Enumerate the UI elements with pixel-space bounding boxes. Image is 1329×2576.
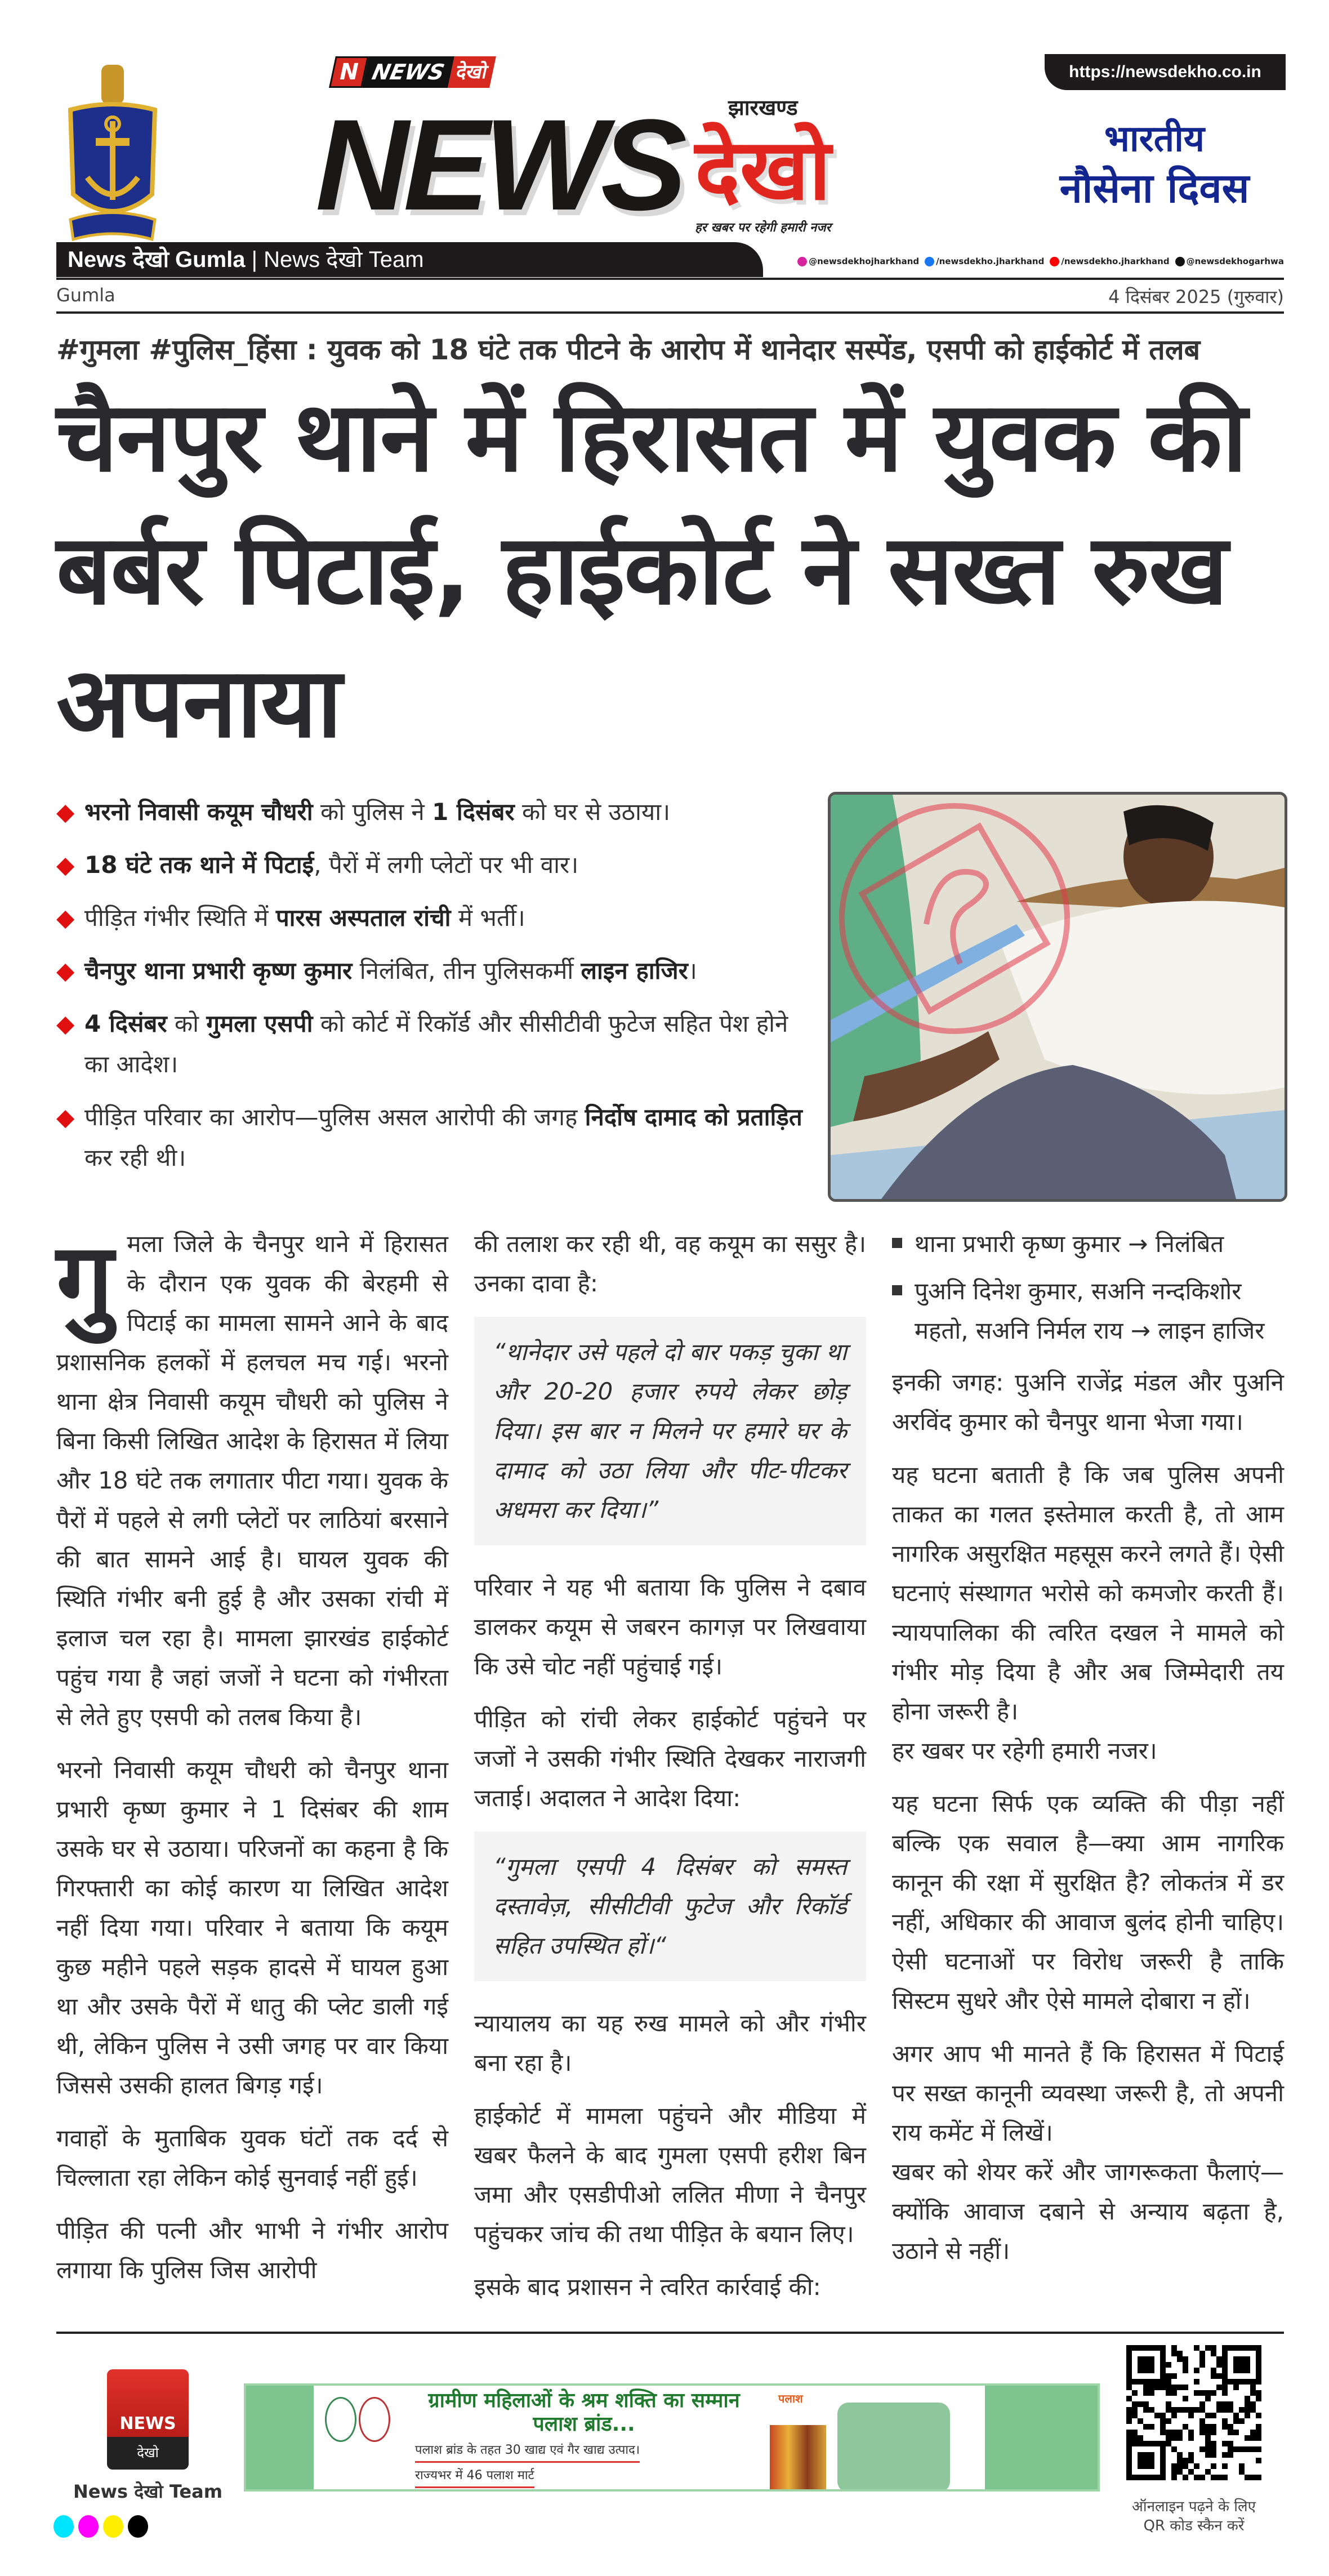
- key-point: [56, 898, 805, 938]
- lead-paragraph: गुमला जिले के चैनपुर थाने में हिरासत के दौरान एक युवक की बेरहमी से पिटाई का मामला सामने आने के बाद प्रशासनिक हलकों में हलचल मच गई। भरनो थाना क्षेत्र निवासी कयूम चौधरी को पुलिस ने बिना किसी लिखित आदेश के हिरासत में लिया और 18 घंटे तक लगातार पीटा गया। युवक के पैरों में पहले से लगी प्लेटों पर लाठियां बरसाने की बात सामने आई है। घायल युवक की स्थिति गंभीर बनी हुई है और उसका रांची में इलाज चल रहा है। मामला झारखंड हाईकोर्ट पहुंच गया है जहां जजों ने घटना को गंभीरता से लेते हुए एसपी को तलब किया है।: [56, 1222, 448, 1731]
- footer-team-name: News देखो Team: [73, 2481, 223, 2502]
- jslps-logo-icon: [359, 2397, 390, 2442]
- block-quote: “थानेदार उसे पहले दो बार पकड़ चुका था और 20-20 हजार रुपये लेकर छोड़ दिया। इस बार न मिलने पर हमारे घर के दामाद को उठा लिया और पीट-पीटकर अधमरा कर दिया।”: [474, 1317, 866, 1545]
- article-column-3: [892, 1224, 1284, 2284]
- newsdekho-footer-logo: NEWS देखो: [107, 2369, 189, 2470]
- ad-portrait-left: [246, 2386, 314, 2489]
- paragraph: यह घटना बताती है कि जब पुलिस अपनी ताकत का गलत इस्तेमाल करती है, तो आम नागरिक असुरक्षित महसूस करने लगते हैं। ऐसी घटनाएं संस्थागत भरोसे को कमजोर करती हैं। न्यायपालिका की त्वरित दखल ने मामले को गंभीर मोड़ दिया है और अब जिम्मेदारी तय होना जरूरी है।: [892, 1461, 1284, 1725]
- article-body: [56, 332, 1284, 2538]
- block-quote: “गुमला एसपी 4 दिसंबर को समस्त दस्तावेज़, सीसीटीवी फुटेज और रिकॉर्ड सहित उपस्थित हों।“: [474, 1831, 866, 1981]
- color-dot: [103, 2515, 123, 2538]
- red-diamond-icon: ◆: [56, 851, 75, 879]
- palash-brand-advertisement[interactable]: ग्रामीण महिलाओं के श्रम शक्ति का सम्मान पलाश ब्रांड... पलाश ब्रांड के तहत 30 खाद्य एवं गैर खाद्य उत्पाद। राज्यभर में 46 पलाश मार्ट पलाश: [244, 2383, 1100, 2492]
- cmyk-registration-marks: [53, 2515, 148, 2538]
- key-point: [56, 792, 805, 832]
- key-point: [56, 1097, 805, 1178]
- paragraph: परिवार ने यह भी बताया कि पुलिस ने दबाव डालकर कयूम से जबरन कागज़ पर लिखवाया कि उसे चोट नहीं पहुंचाई गई।: [474, 1574, 866, 1680]
- hashtag-subhead: #गुमला #पुलिस_हिंसा : युवक को 18 घंटे तक पीटने के आरोप में थानेदार सस्पेंड, एसपी को हाईकोर्ट में तलब: [56, 333, 1201, 366]
- red-diamond-icon: ◆: [56, 957, 75, 984]
- edition-name: News देखो Gumla: [68, 247, 246, 272]
- victim-hospital-photo: [828, 792, 1287, 1202]
- ad-women-photos: [837, 2403, 950, 2492]
- website-url[interactable]: https://newsdekho.co.in: [1045, 54, 1286, 90]
- qr-code[interactable]: [1126, 2345, 1261, 2480]
- article-column-1: [56, 1224, 448, 2303]
- list-item: थाना प्रभारी कृष्ण कुमार → निलंबित: [892, 1224, 1284, 1264]
- key-point: [56, 951, 805, 991]
- masthead-state: झारखण्ड: [728, 95, 798, 120]
- govt-seal-icon: [325, 2397, 356, 2442]
- social-facebook[interactable]: /newsdekho.jharkhand: [925, 256, 1044, 266]
- social-instagram[interactable]: @newsdekhojharkhand: [797, 256, 919, 266]
- headline: चैनपुर थाने में हिरासत में युवक की बर्बर पिटाई, हाईकोर्ट ने सख्त रुख अपनाया: [56, 380, 1246, 759]
- dateline-place: Gumla: [56, 284, 115, 306]
- red-diamond-icon: ◆: [56, 904, 75, 932]
- paragraph: अगर आप भी मानते हैं कि हिरासत में पिटाई पर सख्त कानूनी व्यवस्था जरूरी है, तो अपनी राय कमेंट में लिखें।: [892, 2040, 1284, 2146]
- color-dot: [53, 2515, 74, 2538]
- summary-section: [56, 792, 1284, 1202]
- key-point-text: 4 दिसंबर को गुमला एसपी को कोर्ट में रिकॉर्ड और सीसीटीवी फुटेज सहित पेश होने का आदेश।: [84, 1010, 788, 1078]
- youtube-icon: [1050, 257, 1059, 266]
- masthead-dekho: देखो: [695, 121, 831, 219]
- red-diamond-icon: ◆: [56, 1010, 75, 1037]
- key-point: [56, 845, 805, 885]
- color-dot: [78, 2515, 99, 2538]
- navy-emblem-logo: [59, 65, 166, 251]
- key-point: [56, 1004, 805, 1085]
- ad-portrait-right: [985, 2386, 1098, 2489]
- key-point-text: चैनपुर थाना प्रभारी कृष्ण कुमार निलंबित, तीन पुलिसकर्मी लाइन हाजिर।: [84, 957, 697, 984]
- paragraph: पीड़ित को रांची लेकर हाईकोर्ट पहुंचने पर जजों ने उसकी गंभीर स्थिति देखकर नाराजगी जताई। अदालत ने आदेश दिया:: [474, 1705, 866, 1812]
- edition-strip: News देखो Gumla | News देखो Team: [56, 242, 763, 277]
- dateline-date: 4 दिसंबर 2025 (गुरुवार): [1108, 286, 1284, 307]
- paragraph: हाईकोर्ट में मामला पहुंचने और मीडिया में खबर फैलने के बाद गुमला एसपी हरीश बिन जमा और एसडीपीओ ललित मीणा ने चैनपुर पहुंचकर जांच की तथा पीड़ित के बयान लिए।: [474, 2102, 866, 2248]
- key-point-text: 18 घंटे तक थाने में पिटाई, पैरों में लगी प्लेटों पर भी वार।: [84, 851, 579, 879]
- square-bullet-icon: [892, 1285, 902, 1295]
- paragraph: खबर को शेयर करें और जागरूकता फैलाएं—क्योंकि आवाज दबाने से अन्याय बढ़ता है, उठाने से नहीं।: [892, 2158, 1284, 2265]
- products-image: [770, 2425, 826, 2492]
- drop-cap: गु: [56, 1222, 114, 1339]
- action-list: [892, 1224, 1284, 1351]
- divider: [56, 311, 1284, 314]
- facebook-icon: [925, 257, 934, 266]
- paragraph: न्यायालय का यह रुख मामले को और गंभीर बना रहा है।: [474, 2009, 866, 2076]
- x-icon: [1175, 257, 1185, 266]
- list-item: पुअनि दिनेश कुमार, सअनि नन्दकिशोर महतो, सअनि निर्मल राय → लाइन हाजिर: [892, 1272, 1284, 1351]
- key-point-text: पीड़ित गंभीर स्थिति में पारस अस्पताल रांची में भर्ती।: [84, 904, 525, 932]
- footer: [56, 2334, 1284, 2538]
- masthead: [315, 92, 831, 239]
- newsdekho-badge-logo: N NEWS देखो: [329, 56, 496, 88]
- navy-day-banner: भारतीय नौसेना दिवस: [1059, 118, 1250, 212]
- paragraph: गवाहों के मुताबिक युवक घंटों तक दर्द से चिल्लाता रहा लेकिन कोई सुनवाई नहीं हुई।: [56, 2124, 448, 2191]
- social-youtube[interactable]: /newsdekho.jharkhand: [1050, 256, 1169, 266]
- key-points: [56, 792, 805, 1191]
- masthead-tagline: हर खबर पर रहेगी हमारी नजर: [695, 221, 831, 235]
- paragraph: भरनो निवासी कयूम चौधरी को चैनपुर थाना प्रभारी कृष्ण कुमार ने 1 दिसंबर की शाम उसके घर से उठाया। परिजनों का कहना है कि गिरफ्तारी का कोई कारण या लिखित आदेश नहीं दिया गया। परिवार ने बताया कि कयूम कुछ महीने पहले सड़क हादसे में घायल हुआ था और उसके पैरों में धातु की प्लेट डाली गई थी, लेकिन पुलिस ने उसी जगह पर वार किया जिससे उसकी हालत बिगड़ गई।: [56, 1756, 448, 2099]
- red-diamond-icon: ◆: [56, 798, 75, 826]
- article-column-2: [474, 1224, 866, 2320]
- masthead-news: NEWS: [315, 92, 681, 237]
- key-point-text: भरनो निवासी कयूम चौधरी को पुलिस ने 1 दिसंबर को घर से उठाया।: [84, 798, 671, 826]
- paragraph: हर खबर पर रहेगी हमारी नजर।: [892, 1737, 1157, 1764]
- social-handles: [788, 256, 1284, 266]
- article-columns: [56, 1224, 1284, 2320]
- paragraph: यह घटना सिर्फ एक व्यक्ति की पीड़ा नहीं बल्कि एक सवाल है—क्या आम नागरिक कानून की रक्षा में सुरक्षित है? लोकतंत्र में डर नहीं, अधिकार की आवाज बुलंद होनी चाहिए। ऐसी घटनाओं पर विरोध जरूरी है ताकि सिस्टम सुधरे और ऐसे मामले दोबारा न हों।: [892, 1790, 1284, 2015]
- red-diamond-icon: ◆: [56, 1103, 75, 1131]
- paragraph: पीड़ित की पत्नी और भाभी ने गंभीर आरोप लगाया कि पुलिस जिस आरोपी: [56, 2217, 448, 2284]
- masthead-dekho-group: [695, 95, 831, 237]
- square-bullet-icon: [892, 1238, 902, 1248]
- social-x[interactable]: @newsdekhogarhwa: [1175, 256, 1284, 266]
- paragraph: की तलाश कर रही थी, वह कयूम का ससुर है। उनका दावा है:: [474, 1230, 866, 1297]
- qr-caption: ऑनलाइन पढ़ने के लिए QR कोड स्कैन करें: [1132, 2498, 1256, 2534]
- paragraph: इसके बाद प्रशासन ने त्वरित कार्रवाई की:: [474, 2273, 821, 2301]
- color-dot: [128, 2515, 148, 2538]
- paragraph: इनकी जगह: पुअनि राजेंद्र मंडल और पुअनि अरविंद कुमार को चैनपुर थाना भेजा गया।: [892, 1369, 1284, 1436]
- key-point-text: पीड़ित परिवार का आरोप—पुलिस असल आरोपी की जगह निर्दोष दामाद को प्रताड़ित कर रही थी।: [84, 1103, 802, 1171]
- instagram-icon: [797, 257, 807, 266]
- team-name: News देखो Team: [264, 247, 424, 272]
- divider: [56, 278, 1284, 280]
